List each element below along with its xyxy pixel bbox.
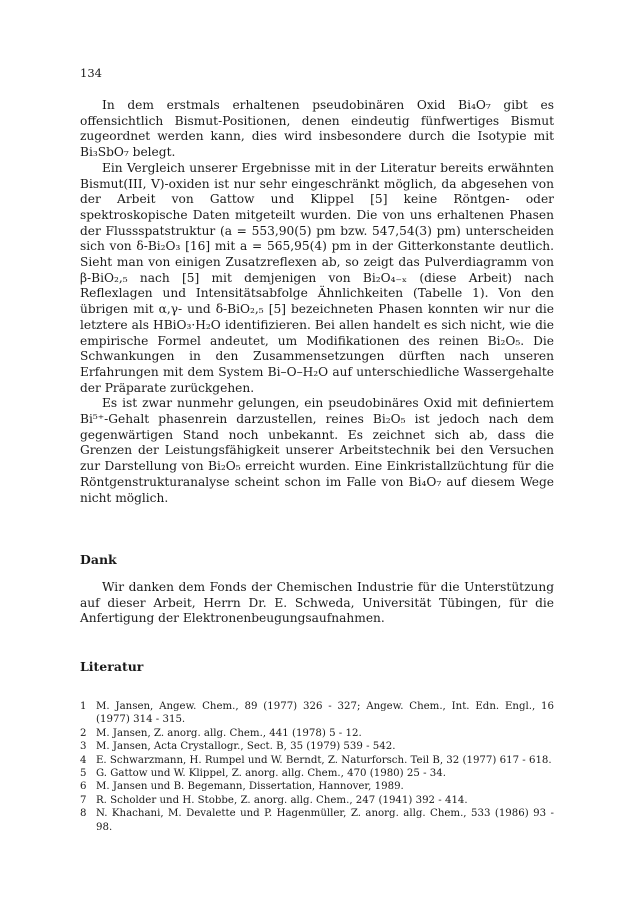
reference-number: 8: [80, 808, 87, 820]
reference-number: 1: [80, 701, 87, 712]
reference-number: 3: [80, 741, 87, 753]
reference-item: [80, 700, 554, 727]
reference-number: 6: [80, 781, 87, 793]
reference-number: 5: [80, 768, 87, 780]
reference-text: M. Jansen, Z. anorg. allg. Chem., 441 (1978) 5 - 12.: [96, 727, 362, 739]
reference-item: [80, 754, 554, 767]
reference-text: E. Schwarzmann, H. Rumpel und W. Berndt, Z. Naturforsch. Teil B, 32 (1977) 617 - 618.: [96, 754, 552, 766]
reference-item: [80, 780, 554, 793]
acknowledgment-text: Wir danken dem Fonds der Chemischen Industrie für die Unterstützung auf dieser Arbeit, Herrn Dr. E. Schweda, Universität Tübingen, für die Anfertigung der Elektronenbeugungsaufnahmen.: [80, 580, 554, 626]
section-heading-literatur: Literatur: [80, 659, 144, 674]
page-number: 134: [80, 66, 102, 80]
reference-number: 2: [80, 727, 87, 739]
reference-text: N. Khachani, M. Devalette und P. Hagenmüller, Z. anorg. allg. Chem., 533 (1986) 93 - 98.: [96, 808, 554, 833]
reference-text: M. Jansen, Acta Crystallogr., Sect. B, 35 (1979) 539 - 542.: [96, 741, 396, 753]
reference-number: 7: [80, 794, 87, 806]
section-heading-dank: Dank: [80, 552, 117, 567]
reference-list: [80, 700, 554, 834]
paragraph: Es ist zwar nunmehr gelungen, ein pseudobinäres Oxid mit definiertem Bi⁵⁺-Gehalt phasenrein darzustellen, reines Bi₂O₅ ist jedoch nach dem gegenwärtigen Stand noch unbekannt. Es zeichnet sich ab, dass die Grenzen der Leistungsfähigkeit unserer Arbeitstechnik bei den Versuchen zur Darstellung von Bi₂O₅ erreicht wurden. Eine Einkristallzüchtung für die Röntgenstrukturanalyse scheint schon im Falle von Bi₄O₇ auf diesem Wege nicht möglich.: [80, 396, 554, 505]
reference-text: M. Jansen, Angew. Chem., 89 (1977) 326 - 327; Angew. Chem., Int. Edn. Engl., 16 (1977) 314 - 315.: [96, 701, 554, 726]
reference-item: [80, 727, 554, 740]
reference-number: 4: [80, 754, 87, 766]
reference-item: [80, 794, 554, 807]
reference-text: M. Jansen und B. Begemann, Dissertation, Hannover, 1989.: [96, 781, 404, 793]
paragraph: In dem erstmals erhaltenen pseudobinären Oxid Bi₄O₇ gibt es offensichtlich Bismut-Positionen, denen eindeutig fünfwertiges Bismut zugeordnet werden kann, dies wird insbesondere durch die Isotypie mit Bi₃SbO₇ belegt.: [80, 98, 554, 160]
body-text: [80, 98, 554, 506]
reference-text: R. Scholder und H. Stobbe, Z. anorg. allg. Chem., 247 (1941) 392 - 414.: [96, 794, 468, 806]
reference-text: G. Gattow und W. Klippel, Z. anorg. allg. Chem., 470 (1980) 25 - 34.: [96, 768, 446, 780]
reference-item: [80, 767, 554, 780]
reference-item: [80, 740, 554, 753]
reference-item: [80, 807, 554, 834]
paragraph: Ein Vergleich unserer Ergebnisse mit in der Literatur bereits erwähnten Bismut(III, V)-oxiden ist nur sehr eingeschränkt möglich, da abgesehen von der Arbeit von Gattow und Klippel [5] keine Röntgen- oder spektroskopische Daten mitgeteilt wurden. Die von uns erhaltenen Phasen der Flussspatstruktur (a = 553,90(5) pm bzw. 547,54(3) pm) unterscheiden sich von δ-Bi₂O₃ [16] mit a = 565,95(4) pm in der Gitterkonstante deutlich. Sieht man von einigen Zusatzreflexen ab, so zeigt das Pulverdiagramm von β-BiO₂,₅ nach [5] mit demjenigen von Bi₂O₄₋ₓ (diese Arbeit) nach Reflexlagen und Intensitätsabfolge Ähnlichkeiten (Tabelle 1). Von den übrigen mit α,γ- und δ-BiO₂,₅ [5] bezeichneten Phasen konnten wir nur die letztere als HBiO₃·H₂O identifizieren. Bei allen handelt es sich nicht, wie die empirische Formel andeutet, um Modifikationen des reinen Bi₂O₅. Die Schwankungen in den Zusammensetzungen dürften nach unseren Erfahrungen mit dem System Bi–O–H₂O auf unterschiedliche Wassergehalte der Präparate zurückgehen.: [80, 160, 554, 395]
